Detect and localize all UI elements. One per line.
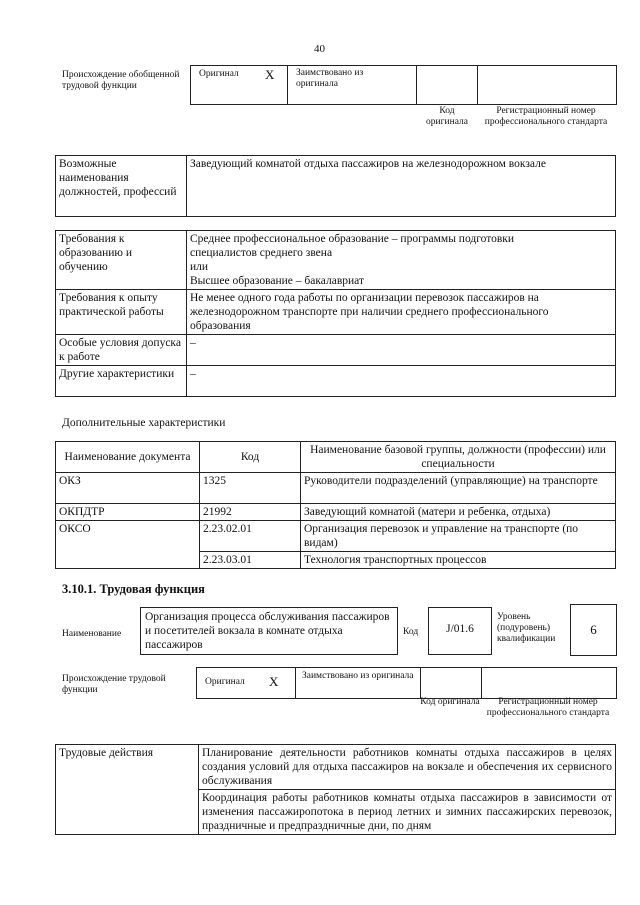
row-doc: ОКПДТР (56, 504, 200, 521)
table-row (56, 473, 616, 504)
req-education-value (187, 231, 616, 290)
original-mark: X (265, 67, 275, 82)
function-code-value: J/01.6 (446, 623, 474, 635)
header-name: Наименование базовой группы, должности (профессии) или специальности (301, 442, 616, 473)
function-code-cell (428, 607, 492, 655)
page-number: 40 (314, 43, 325, 55)
req-experience-label: Требования к опыту практической работы (56, 290, 187, 335)
level-cell (570, 604, 617, 656)
code-label: Код (403, 627, 419, 637)
positions-table (55, 155, 616, 217)
additional-table (55, 441, 616, 569)
req-education-label: Требования к образованию и обучению (56, 231, 187, 290)
origin2-reg-cell (481, 667, 617, 699)
action-item: Координация работы работников комнаты отдыха пассажиров в зависимости от изменения пассажиропотока в период летних и зимних пассажирских перевозок, праздничные и предпраздничные дни, по дням (199, 790, 616, 835)
borrowed-label: Заимствовано из оригинала (296, 68, 364, 89)
req-education-line: специалистов среднего звена (190, 247, 333, 259)
actions-table (55, 744, 616, 835)
function-name-value: Организация процесса обслуживания пассажиров и посетителей вокзала в комнате отдыха пассажиров (145, 611, 390, 651)
origin-borrowed-cell (287, 65, 417, 105)
table-row (56, 504, 616, 521)
header-code: Код (200, 442, 301, 473)
origin-reg-cell (477, 65, 617, 105)
req-education-line: или (190, 261, 209, 273)
origin-code-cell (416, 65, 478, 105)
row-name: Организация перевозок и управление на транспорте (по видам) (301, 521, 616, 552)
row-code: 2.23.02.01 (200, 521, 301, 552)
name-label: Наименование (62, 629, 122, 639)
header-document: Наименование документа (56, 442, 200, 473)
origin2-original-cell (196, 667, 296, 699)
req-experience-value (187, 290, 616, 335)
requirements-table (55, 230, 616, 397)
level-value: 6 (590, 622, 597, 637)
row-name: Руководители подразделений (управляющие) на транспорте (301, 473, 616, 504)
origin2-borrowed-cell (295, 667, 421, 699)
code-original-caption: Код оригинала (426, 106, 468, 127)
req-education-line: Высшее образование – бакалавриат (190, 275, 364, 287)
row-doc: ОКЗ (56, 473, 200, 504)
origin2-label: Происхождение трудовой функции (62, 674, 166, 695)
code-original2-caption: Код оригинала (420, 697, 480, 707)
additional-title: Дополнительные характеристики (62, 417, 226, 429)
actions-label: Трудовые действия (56, 745, 199, 835)
function-name-cell (140, 607, 398, 655)
original-label: Оригинал (199, 69, 239, 79)
borrowed2-label: Заимствовано из оригинала (302, 671, 414, 681)
action-item: Планирование деятельности работников комнаты отдыха пассажиров в целях создания условий для отдыха пассажиров на вокзале и обеспечения их сервисного обслуживания (199, 745, 616, 790)
level-label: Уровень (подуровень) квалификации (497, 612, 556, 644)
req-experience-line: железнодорожном транспорте при наличии среднего профессионального (190, 306, 549, 318)
row-name: Заведующий комнатой (матери и ребенка, отдыха) (301, 504, 616, 521)
req-other-value: – (187, 366, 616, 397)
req-other-label: Другие характеристики (56, 366, 187, 397)
row-code: 21992 (200, 504, 301, 521)
table-row (56, 521, 616, 552)
row-code: 2.23.03.01 (200, 552, 301, 569)
section-heading: 3.10.1. Трудовая функция (62, 582, 205, 596)
positions-value: Заведующий комнатой отдыха пассажиров на железнодорожном вокзале (187, 156, 616, 217)
original2-label: Оригинал (205, 677, 245, 687)
original2-mark: X (269, 674, 279, 689)
row-name: Технология транспортных процессов (301, 552, 616, 569)
positions-label: Возможные наименования должностей, профессий (56, 156, 187, 217)
reg-number2-caption: Регистрационный номер профессионального стандарта (486, 697, 610, 718)
row-code: 1325 (200, 473, 301, 504)
origin-label: Происхождение обобщенной трудовой функции (62, 70, 180, 91)
req-education-line: Среднее профессиональное образование – программы подготовки (190, 233, 515, 245)
row-doc: ОКСО (56, 521, 200, 569)
origin-original-cell (190, 65, 288, 105)
req-experience-line: образования (190, 320, 251, 332)
req-special-value: – (187, 335, 616, 366)
req-special-label: Особые условия допуска к работе (56, 335, 187, 366)
reg-number-caption: Регистрационный номер профессионального стандарта (484, 106, 608, 127)
req-experience-line: Не менее одного года работы по организации перевозок пассажиров на (190, 292, 539, 304)
origin2-code-cell (420, 667, 482, 699)
